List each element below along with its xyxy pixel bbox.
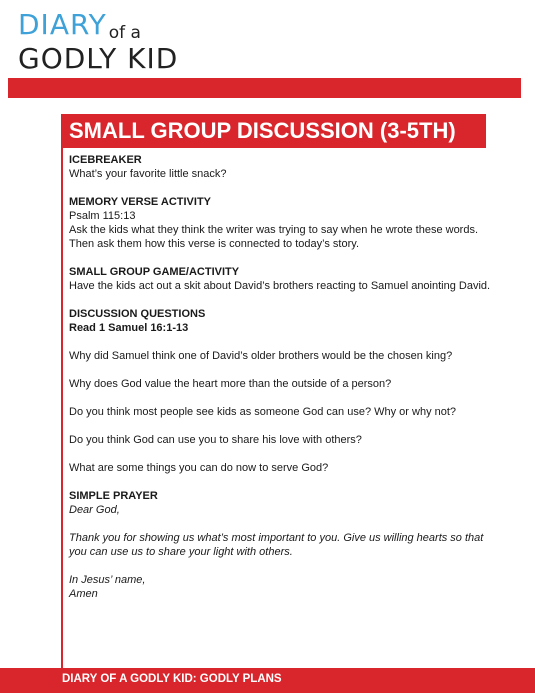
prayer-greeting: Dear God, xyxy=(69,504,120,516)
prayer-body-line2: you can use us to share your light with others. xyxy=(69,546,293,558)
discussion-section xyxy=(69,307,519,475)
prayer-closing2: Amen xyxy=(69,588,98,600)
memory-verse-section xyxy=(69,195,519,251)
discussion-question: Why does God value the heart more than the outside of a person? xyxy=(69,378,392,390)
icebreaker-heading: ICEBREAKER xyxy=(69,154,142,166)
game-text: Have the kids act out a skit about David’s brothers reacting to Samuel anointing David. xyxy=(69,280,491,292)
discussion-question: Do you think God can use you to share his love with others? xyxy=(69,434,362,446)
memory-verse-line2: Then ask them how this verse is connected to today’s story. xyxy=(69,238,360,250)
logo-diary: DIARY xyxy=(18,8,107,41)
logo xyxy=(18,8,179,78)
prayer-heading: SIMPLE PRAYER xyxy=(69,490,158,502)
logo-godly-kid: GODLY KID xyxy=(18,42,179,75)
memory-verse-line1: Ask the kids what they think the writer was trying to say when he wrote these words. xyxy=(69,224,479,236)
prayer-body-line1: Thank you for showing us what’s most important to you. Give us willing hearts so that xyxy=(69,532,484,544)
memory-verse-reference: Psalm 115:13 xyxy=(69,210,136,222)
footer-bar xyxy=(0,668,535,693)
game-heading: SMALL GROUP GAME/ACTIVITY xyxy=(69,266,240,278)
discussion-reading: Read 1 Samuel 16:1-13 xyxy=(69,322,189,334)
discussion-heading: DISCUSSION QUESTIONS xyxy=(69,308,206,320)
header-bar xyxy=(8,78,521,98)
icebreaker-section xyxy=(69,153,519,181)
discussion-question: Why did Samuel think one of David’s older brothers would be the chosen king? xyxy=(69,350,453,362)
logo-line1 xyxy=(18,8,141,41)
game-section xyxy=(69,265,519,293)
discussion-question: Do you think most people see kids as someone God can use? Why or why not? xyxy=(69,406,457,418)
logo-of-a: of a xyxy=(108,23,141,43)
prayer-closing1: In Jesus’ name, xyxy=(69,574,146,586)
content xyxy=(69,153,519,615)
page-title: SMALL GROUP DISCUSSION (3-5TH) xyxy=(69,118,456,143)
prayer-section xyxy=(69,489,519,601)
discussion-question: What are some things you can do now to serve God? xyxy=(69,462,329,474)
icebreaker-text: What’s your favorite little snack? xyxy=(69,168,227,180)
memory-verse-heading: MEMORY VERSE ACTIVITY xyxy=(69,196,212,208)
title-band xyxy=(61,114,486,148)
footer-text: DIARY OF A GODLY KID: GODLY PLANS xyxy=(62,673,282,685)
left-accent-line xyxy=(61,114,63,669)
